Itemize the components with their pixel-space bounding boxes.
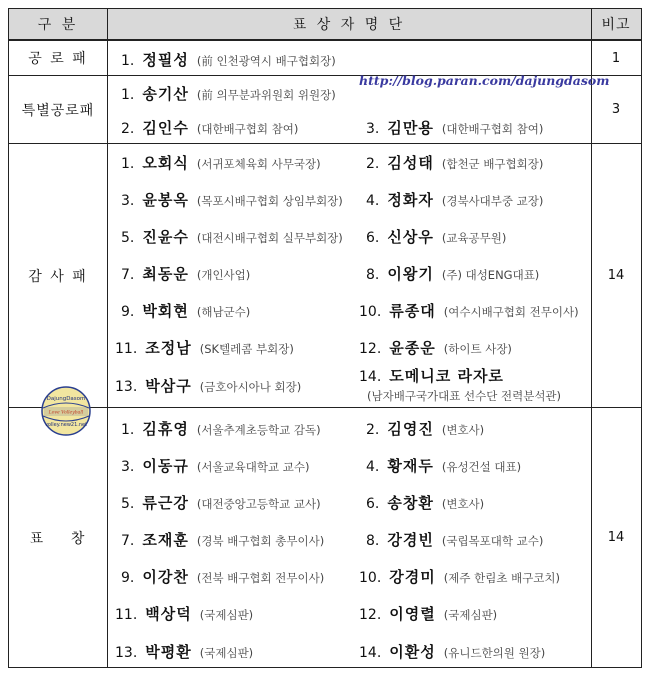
list-item: 8. 강경빈 (국립목포대학 교수)	[366, 531, 544, 549]
list-item: 12. 윤종운 (하이트 사장)	[359, 339, 512, 357]
list-item: 7. 조재훈 (경북 배구협회 총무이사)	[121, 531, 325, 549]
header-row	[9, 9, 641, 39]
note-special: 3	[611, 102, 621, 117]
header-category: 구 분	[37, 17, 79, 33]
category-gamsa: 감 사 패	[28, 268, 88, 285]
note-gongro: 1	[611, 50, 621, 66]
category-gongro: 공 로 패	[28, 51, 88, 67]
list-item: 3. 김만용 (대한배구협회 참여)	[366, 119, 544, 137]
list-item: 13. 박평환 (국제심판)	[115, 643, 254, 661]
list-item: 10. 류종대 (여수시배구협회 전무이사)	[359, 302, 579, 320]
list-item: 14. 이환성 (유니드한의원 원장)	[359, 643, 546, 661]
note-pyochang: 14	[607, 530, 625, 545]
list-item: 12. 이영렬 (국제심판)	[359, 605, 498, 623]
list-item: 10. 강경미 (제주 한림초 배구코치)	[359, 568, 561, 586]
svg-text:Love Volleyball: Love Volleyball	[48, 410, 84, 416]
svg-text:volley.new21.net: volley.new21.net	[44, 422, 88, 428]
list-item: 7. 최동운 (개인사업)	[121, 265, 251, 283]
list-item: 1. 오회식 (서귀포체육회 사무국장)	[121, 154, 321, 172]
list-item: 4. 황재두 (유성건설 대표)	[366, 457, 522, 475]
column-divider	[107, 9, 108, 667]
list-item: 3. 이동규 (서울교육대학교 교수)	[121, 457, 310, 475]
list-item: 3. 윤봉옥 (목포시배구협회 상임부회장)	[121, 191, 343, 209]
list-item: 5. 진윤수 (대전시배구협회 실무부회장)	[121, 228, 343, 246]
category-pyochang: 표 창	[29, 530, 87, 547]
list-item: 1. 정필성 (前 인천광역시 배구협회장)	[121, 51, 336, 69]
list-item: 6. 송창환 (변호사)	[366, 494, 485, 512]
list-item: 9. 박회현 (해남군수)	[121, 302, 251, 320]
list-item: 6. 신상우 (교육공무원)	[366, 228, 507, 246]
list-item: 1. 김휴영 (서울추계초등학교 감독)	[121, 420, 321, 438]
volleyball-logo-icon	[41, 386, 91, 436]
list-item: 11. 조정남 (SK텔레콤 부회장)	[115, 339, 294, 357]
list-item: 13. 박삼구 (금호아시아나 회장)	[115, 377, 302, 395]
list-item: 11. 백상덕 (국제심판)	[115, 605, 254, 623]
note-gamsa: 14	[607, 268, 625, 283]
list-item: 1. 송기산 (前 의무분과위원회 위원장)	[121, 85, 336, 103]
entry-description: (남자배구국가대표 선수단 전력분석관)	[367, 389, 562, 403]
svg-text:DajungDasom: DajungDasom	[46, 396, 86, 402]
header-note: 비고	[601, 17, 631, 33]
list-item: 14. 도메니코 라자로	[359, 367, 504, 385]
category-special: 특별공로패	[21, 102, 95, 119]
award-table	[8, 8, 642, 668]
list-item: 2. 김영진 (변호사)	[366, 420, 485, 438]
list-item: 9. 이강찬 (전북 배구협회 전무이사)	[121, 568, 325, 586]
list-item: 8. 이왕기 (주) 대성ENG대표)	[366, 265, 540, 283]
list-item: 4. 정화자 (경북사대부중 교장)	[366, 191, 544, 209]
list-item: 2. 김인수 (대한배구협회 참여)	[121, 119, 299, 137]
header-list: 표 상 자 명 단	[292, 17, 406, 33]
list-item: 5. 류근강 (대전중앙고등학교 교사)	[121, 494, 321, 512]
watermark-url: http://blog.paran.com/dajungdasom	[359, 73, 610, 88]
list-item: 2. 김성태 (합천군 배구협회장)	[366, 154, 544, 172]
